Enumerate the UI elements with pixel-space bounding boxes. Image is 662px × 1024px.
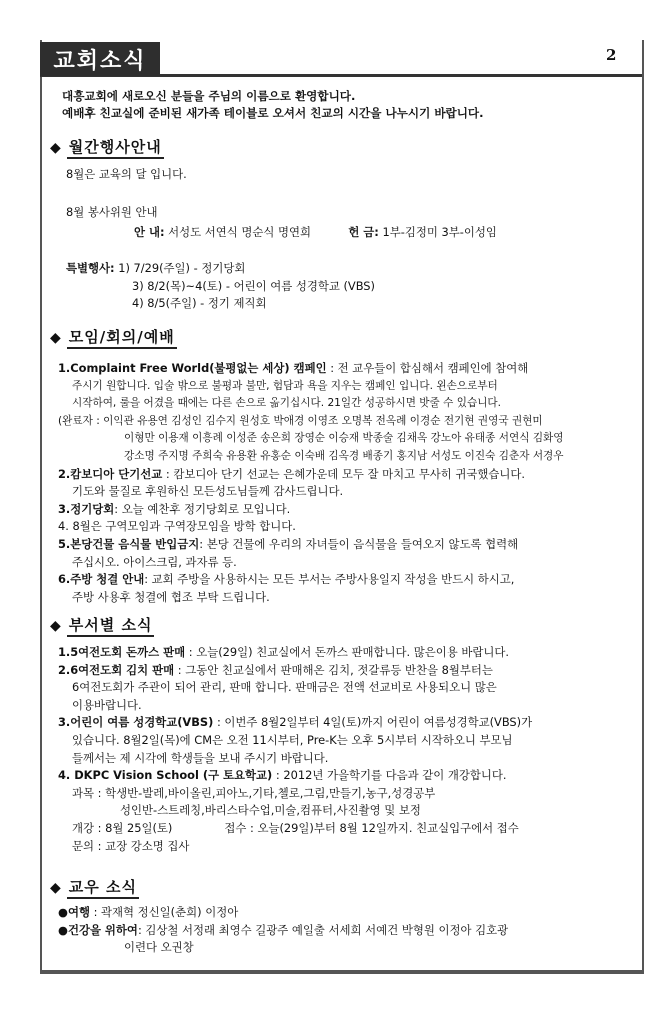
section-meetings-heading: ◆ 모임/회의/예배 [50,326,177,349]
volunteer-title: 8월 봉사위원 안내 [66,205,158,219]
list-item: 6.주방 청결 안내: 교회 주방을 사용하시는 모든 부서는 주방사용일지 작성을 반드시 하시고, [58,572,515,587]
members-list: ●여행 : 곽재혁 정신일(춘희) 이정아 ●건강을 위하여: 김상철 서정래 최영수 길광주 예일출 서세희 서예건 박형원 이정아 김호광 이련다 오권창 [58,905,509,955]
monthly-theme: 8월은 교육의 달 입니다. [66,167,187,181]
diamond-icon: ◆ [50,617,61,634]
page-title: 교회소식 [40,42,160,76]
diamond-icon: ◆ [50,879,61,896]
list-item: 4. 8월은 구역모임과 구역장모임을 방학 합니다. [58,519,296,534]
diamond-icon: ◆ [50,139,61,156]
special-events: 특별행사: 1) 7/29(주일) - 정기당회 3) 8/2(목)~4(토) - 어린이 여름 성경학교 (VBS) 4) 8/5(주일) - 정기 제직회 [66,261,375,311]
meetings-list: 1.Complaint Free World(불평없는 세상) 캠페인 : 전 교우들이 합심해서 캠페인에 참여해 주시기 원합니다. 입술 밖으로 불평과 불만, 험담과 욕을 지우는 캠페인 입니다. 왼손으로부터 시작하여, 룰을 어겼을 때에는 다른 손으로 옮기십시다. 21일간 성공하시면 밧줄 수 있습니다. (완료자 : 이익관 유용연 김성인 김수지 원성호 박애경 이영조 오명복 전옥례 이경순 전기현 권영국 권현미 이형만 이용재 이흥례 이성준 송은희 장영순 이승재 박종술 김채옥 강노아 유태종 서연식 김화영 강소명 주지명 주희숙 유용환 유홍순 이숙배 김옥경 배종기 홍지남 서성도 이진숙 김춘자 서경우 2.캄보디아 단기선교 : 캄보디아 단기 선교는 은혜가운데 모두 잘 마치고 무사히 귀국했습니다. 기도와 물질로 후원하신 모든성도님들께 감사드립니다. 3.정기당회: 오늘 예찬후 정기당회로 모입니다. 4. 8월은 구역모임과 구역장모임을 방학 합니다. 5.본당건물 음식물 반입금지: 본당 건물에 우리의 자녀들이 음식물을 들여오지 않도록 협력해 주십시오. 아이스크림, 과자류 등. 6.주방 청결 안내: 교회 주방을 사용하시는 모든 부서는 주방사용일지 작성을 반드시 하시고, 주방 사용후 청결에 협조 부탁 드립니다. [58,361,564,604]
list-item: 1.5여전도회 돈까스 판매 : 오늘(29일) 친교실에서 돈까스 판매합니다. 많은이용 바랍니다. [58,645,510,659]
welcome-notice [62,88,632,122]
section-monthly-heading: ◆ 월간행사안내 [50,136,164,159]
page-number: 2 [606,46,617,64]
list-item: 2.캄보디아 단기선교 : 캄보디아 단기 선교는 은혜가운데 모두 잘 마치고 무사히 귀국했습니다. [58,466,526,481]
diamond-icon: ◆ [50,329,61,346]
list-item: 5.본당건물 음식물 반입금지: 본당 건물에 우리의 자녀들이 음식물을 들여오지 않도록 협력해 [58,536,519,551]
list-item: 4. DKPC Vision School (구 토요학교) : 2012년 가을학기를 다음과 같이 개강합니다. [58,768,507,783]
welcome-line: 대흥교회에 새로오신 분들을 주님의 이름으로 환영합니다. [62,89,356,103]
welcome-line: 예배후 친교실에 준비된 새가족 테이블로 오셔서 친교의 시간을 나누시기 바랍니다. [62,106,484,120]
list-item: 2.6여전도회 김치 판매 : 그동안 친교실에서 판매해온 김치, 젓갈류등 반찬을 8월부터는 [58,662,493,677]
section-departments-heading: ◆ 부서별 소식 [50,614,154,637]
list-item: ●건강을 위하여: 김상철 서정래 최영수 길광주 예일출 서세희 서예건 박형원 이정아 김호광 [58,922,509,937]
list-item: 3.어린이 여름 성경학교(VBS) : 이번주 8월2일부터 4일(토)까지 어린이 여름성경학교(VBS)가 [58,715,533,730]
list-item: ●여행 : 곽재혁 정신일(춘희) 이정아 [58,905,239,919]
volunteer-roster: 안 내: 서성도 서연식 명순식 명연희 헌 금: 1부-김정미 3부-이성임 [134,225,497,239]
list-item: 3.정기당회: 오늘 예찬후 정기당회로 모입니다. [58,501,291,516]
section-members-heading: ◆ 교우 소식 [50,876,139,899]
departments-list: 1.5여전도회 돈까스 판매 : 오늘(29일) 친교실에서 돈까스 판매합니다. 많은이용 바랍니다. 2.6여전도회 김치 판매 : 그동안 친교실에서 판매해온 김치, 젓갈류등 반찬을 8월부터는 6여전도회가 주관이 되어 관리, 판매 합니다. 판매금은 전액 선교비로 사용되오니 많은 이용바랍니다. 3.어린이 여름 성경학교(VBS) : 이번주 8월2일부터 4일(토)까지 어린이 여름성경학교(VBS)가 있습니다. 8월2일(목)에 CM은 오전 11시부터, Pre-K는 오후 5시부터 시작하오니 부모님 들께서는 제 시각에 학생들을 보내 주시기 바랍니다. 4. DKPC Vision School (구 토요학교) : 2012년 가을학기를 다음과 같이 개강합니다. 과목 : 학생반-발레,바이올린,피아노,기타,첼로,그림,만들기,농구,성경공부 성인반-스트레칭,바리스타수업,미술,컴퓨터,사진촬영 및 보정 개강 : 8월 25일(토) 접수 : 오늘(29일)부터 8월 12일까지. 친교실입구에서 접수 문의 : 교장 강소명 집사 [58,645,533,853]
list-item: 1.Complaint Free World(불평없는 세상) 캠페인 : 전 교우들이 합심해서 캠페인에 참여해 [58,361,529,375]
